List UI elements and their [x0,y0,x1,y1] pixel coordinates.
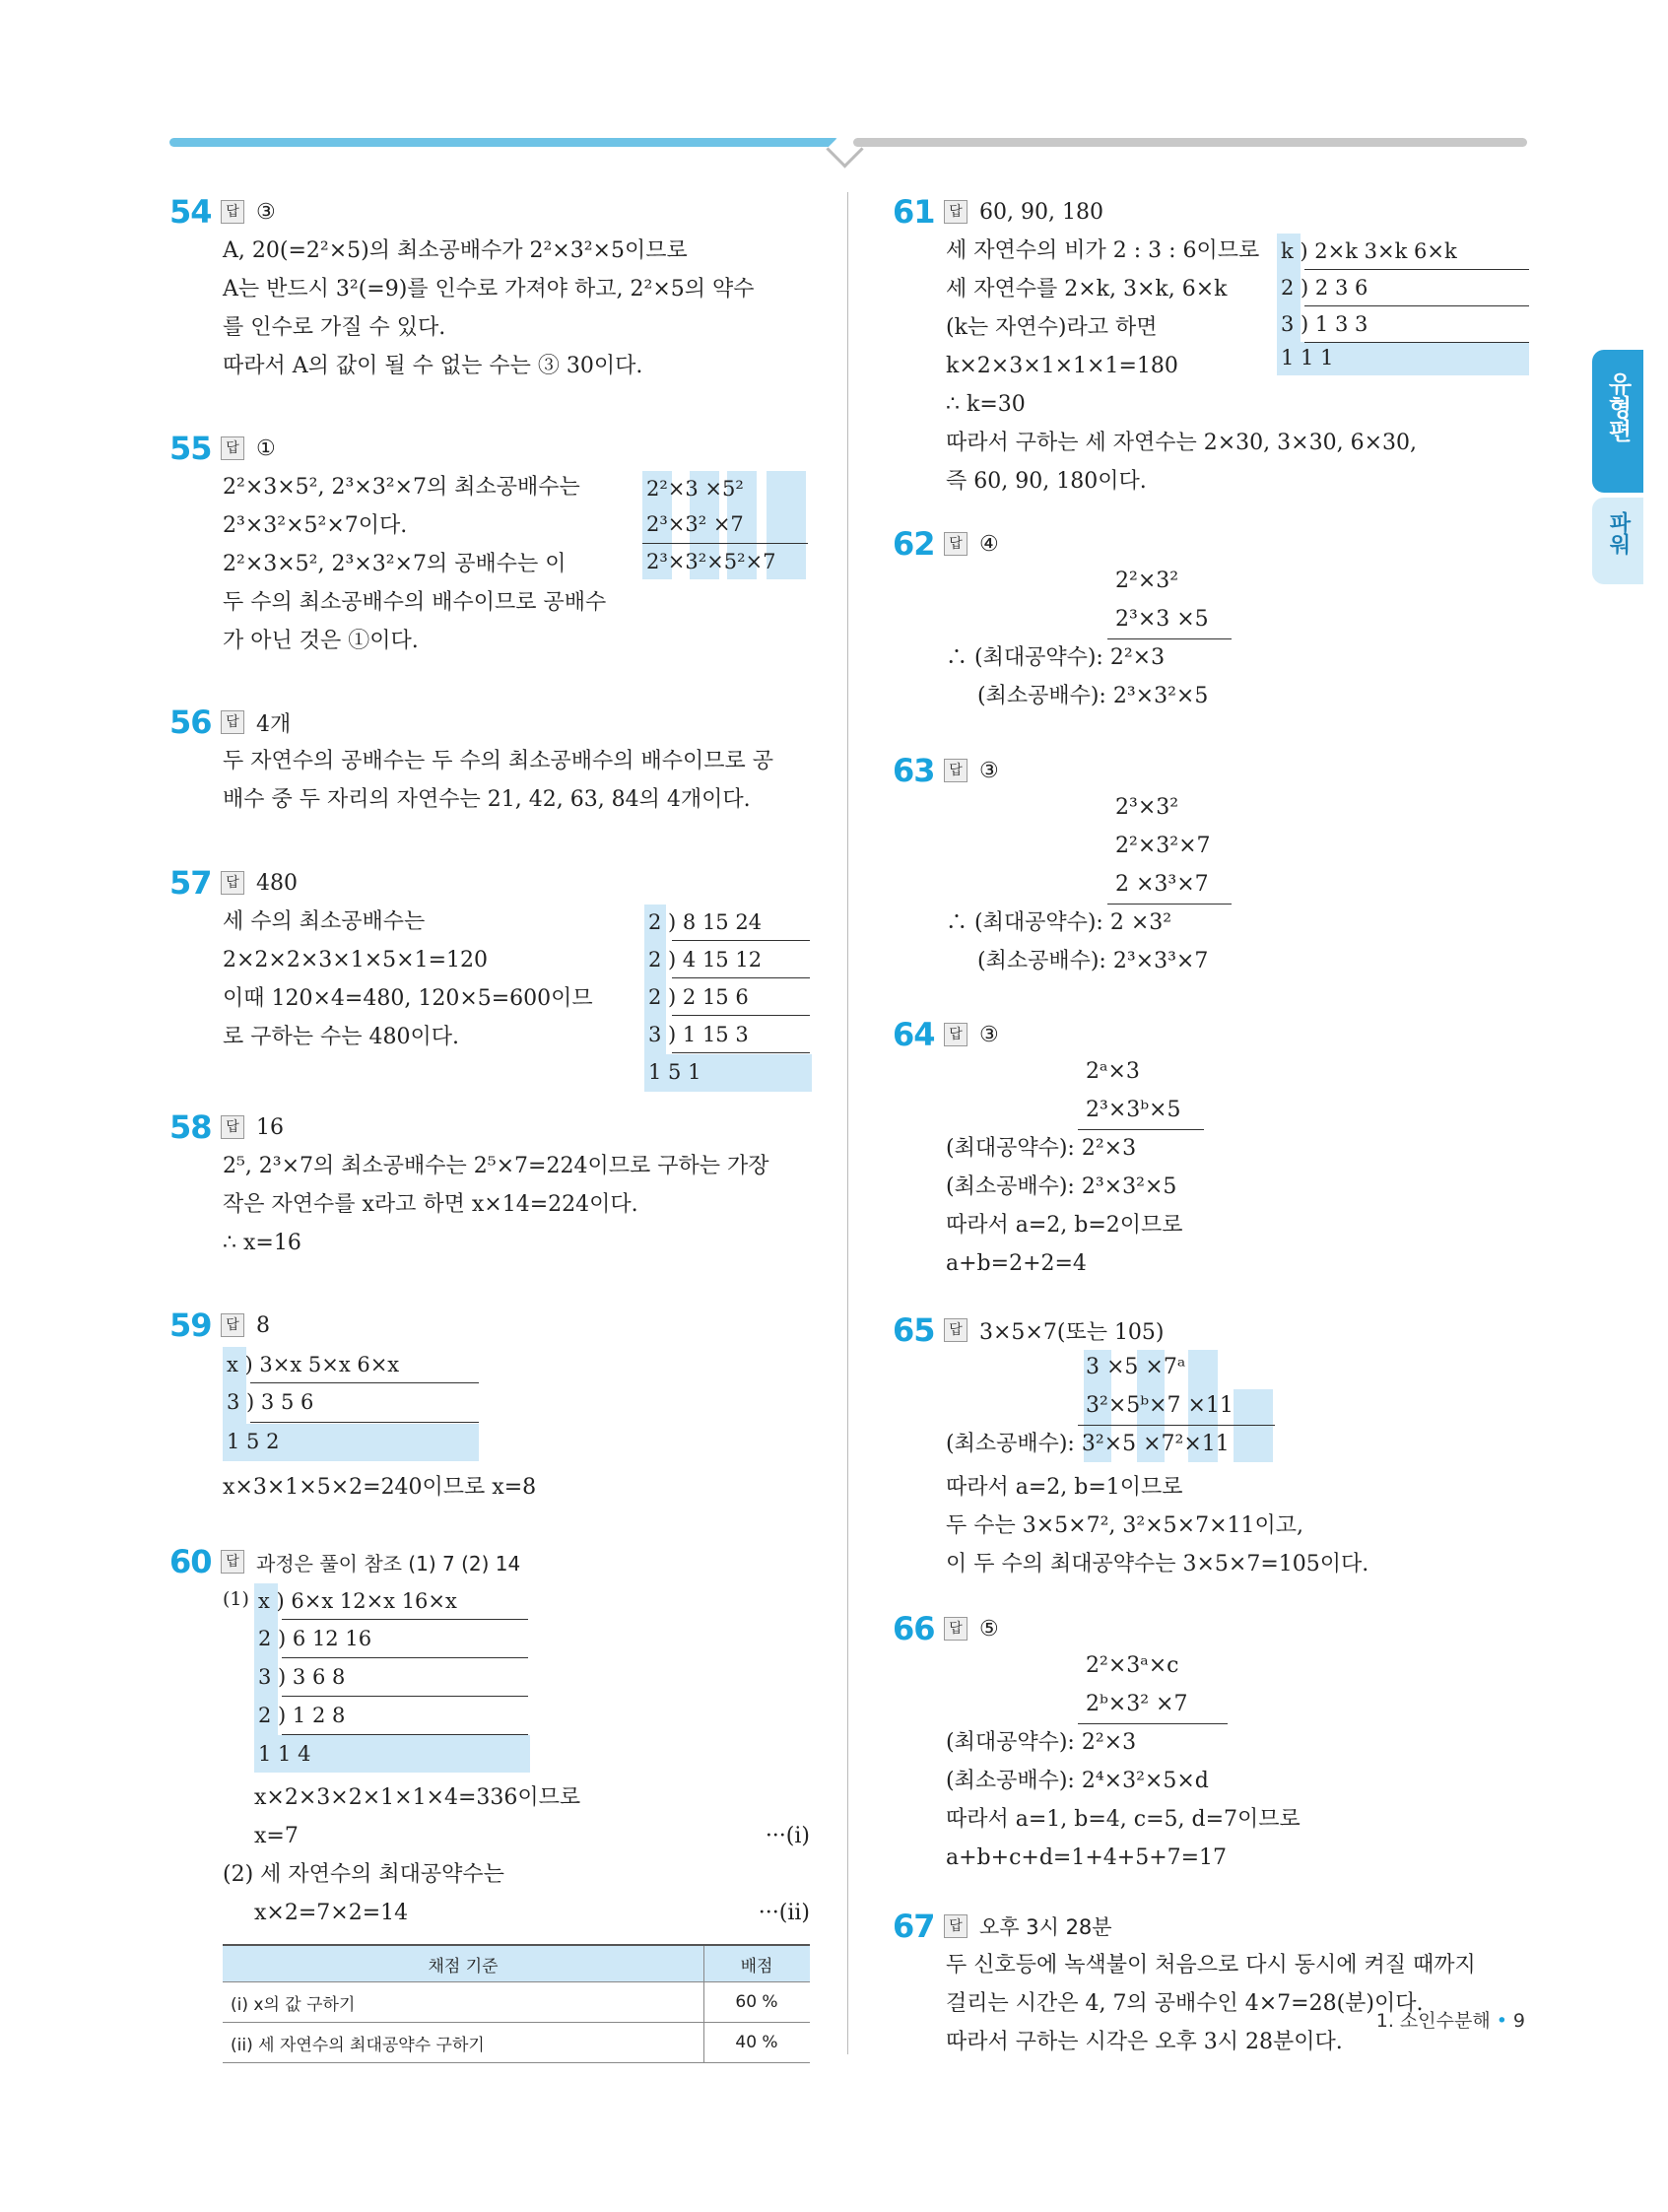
problem-number: 63 [893,752,935,789]
problem-64 [893,1015,1531,1276]
calc-row: 2 ) 2 3 6 [1281,276,1368,300]
answer-label: 답 [944,1318,967,1342]
gcd-row: 2²×3ᵃ×c [1086,1653,1179,1678]
solution-line: ∴ k=30 [946,392,1026,417]
table-cell: (i) x의 값 구하기 [223,1982,704,2023]
solution-line: 를 인수로 가질 수 있다. [223,315,446,340]
solution-line: 가 아닌 것은 ①이다. [223,629,419,653]
gcd-row: 2 ×3³×7 [1115,872,1209,897]
header-notch [826,130,863,168]
answer: 60, 90, 180 [979,199,1103,225]
table-row [223,1982,810,2023]
problem-number: 65 [893,1311,935,1349]
solution-line: 작은 자연수를 x라고 하면 x×14=224이다. [223,1192,638,1217]
gcd-row: 2ᵇ×3² ×7 [1086,1692,1188,1716]
answer: 과정은 풀이 참조 (1) 7 (2) 14 [256,1551,521,1575]
calc-row: 3 ) 3 6 8 [258,1665,346,1689]
calc-row: 3 ) 3 5 6 [227,1390,314,1414]
problem-66 [893,1609,1531,1870]
result-row: (최소공배수): 2³×3³×7 [977,949,1209,973]
solution-line: (k는 자연수)라고 하면 [946,315,1158,340]
problem-number: 60 [169,1543,212,1580]
answer-label: 답 [221,1115,244,1139]
problem-number: 56 [169,704,212,741]
calc-row: 3²×5ᵇ×7 ×11 [1086,1393,1234,1418]
ladder-division-60 [254,1583,530,1773]
solution-line: 세 자연수의 비가 2 : 3 : 6이므로 [946,238,1260,263]
table-cell: 60 % [704,1982,811,2023]
solution-line: 따라서 A의 값이 될 수 없는 수는 ③ 30이다. [223,354,643,378]
problem-56 [169,703,810,812]
answer: 오후 3시 28분 [979,1915,1112,1939]
table-row [223,2023,810,2063]
solution-line: 이때 120×4=480, 120×5=600이므 [223,986,593,1011]
calc-row: 2 ) 1 2 8 [258,1704,346,1727]
calc-row: x ) 3×x 5×x 6×x [227,1353,400,1376]
problem-61 [893,192,1531,494]
chapter-title: 1. 소인수분해 [1375,2010,1491,2032]
answer-label: 답 [944,1617,967,1641]
answer: 8 [256,1312,270,1338]
solution-line: 두 자연수의 공배수는 두 수의 최소공배수의 배수이므로 공 [223,749,774,773]
answer: 3×5×7(또는 105) [979,1319,1165,1345]
table-header: 배점 [704,1945,811,1982]
problem-60 [169,1542,810,2055]
answer: ⑤ [979,1616,999,1642]
answer-label: 답 [221,1313,244,1337]
calc-row: k ) 2×k 3×k 6×k [1281,239,1457,263]
problem-number: 58 [169,1108,212,1146]
answer: ③ [979,758,999,783]
solution-line: 즉 60, 90, 180이다. [946,469,1147,494]
solution-line: (2) 세 자연수의 최대공약수는 [223,1862,504,1887]
table-cell: 40 % [704,2023,811,2063]
calc-row: 2²×3 ×5² [646,477,744,501]
result-row: ∴ (최대공약수): 2²×3 [946,645,1166,670]
problem-63 [893,751,1531,973]
table-header: 채점 기준 [223,1945,704,1982]
calc-row: 2 ) 8 15 24 [648,910,763,934]
calc-row: 3 ) 1 3 3 [1281,312,1368,336]
header-bar-right [853,138,1527,147]
answer-label: 답 [944,1914,967,1938]
result-row: (최대공약수): 2²×3 [946,1730,1137,1755]
answer-label: 답 [221,1550,244,1574]
gcd-row: 2ᵃ×3 [1086,1059,1140,1084]
result-row: (최소공배수): 3²×5 ×7²×11 [946,1432,1230,1456]
side-tab-type[interactable]: 유형편 [1592,350,1643,493]
answer: ④ [979,531,999,557]
problem-number: 61 [893,193,935,231]
gcd-row: 2³×3² [1115,795,1179,820]
calc-row: 2³×3²×5²×7 [646,550,776,573]
solution-line: 따라서 구하는 시각은 오후 3시 28분이다. [946,2030,1343,2054]
answer-label: 답 [221,200,244,224]
solution-line: k×2×3×1×1×1=180 [946,354,1178,378]
answer-label: 답 [221,710,244,734]
solution-line: 따라서 a=2, b=1이므로 [946,1475,1183,1500]
solution-line: 두 수는 3×5×7², 3²×5×7×11이고, [946,1513,1304,1538]
sub-label: (1) [223,1588,249,1610]
calc-row: 2 ) 4 15 12 [648,948,763,972]
step-mark: ···(i) [765,1824,810,1848]
solution-line: 걸리는 시간은 4, 7의 공배수인 4×7=28(분)이다. [946,1991,1424,2016]
step-mark: ···(ii) [758,1901,810,1925]
answer-label: 답 [944,1023,967,1046]
problem-62 [893,524,1531,708]
answer: ③ [979,1022,999,1047]
answer-label: 답 [944,532,967,556]
solution-line: A는 반드시 3²(=9)를 인수로 가져야 하고, 2²×5의 약수 [223,277,755,302]
calc-row: 1 1 1 [1281,346,1334,369]
problem-number: 66 [893,1610,935,1647]
calc-row: 3 ) 1 15 3 [648,1023,749,1046]
solution-line: a+b+c+d=1+4+5+7=17 [946,1845,1228,1870]
ladder-division-57 [644,905,812,1092]
solution-line: 따라서 구하는 세 자연수는 2×30, 3×30, 6×30, [946,431,1417,455]
problem-number: 67 [893,1908,935,1945]
gcd-row: 2²×3² [1115,569,1179,593]
solution-line: A, 20(=2²×5)의 최소공배수가 2²×3²×5이므로 [223,238,688,263]
problem-59 [169,1306,810,1500]
gcd-row: 2³×3ᵇ×5 [1086,1098,1181,1122]
answer: 4개 [256,711,292,737]
result-row: (최소공배수): 2⁴×3²×5×d [946,1769,1209,1793]
solution-line: 2³×3²×5²×7이다. [223,513,408,538]
bullet-icon: • [1496,2010,1507,2032]
result-row: ∴ (최대공약수): 2 ×3² [946,910,1172,935]
side-tab-power[interactable]: 파워 [1592,498,1643,584]
page-footer [1376,2006,1525,2033]
solution-line: 두 수의 최소공배수의 배수이므로 공배수 [223,590,607,615]
problem-number: 54 [169,193,212,231]
solution-line: 2²×3×5², 2³×3²×7의 공배수는 이 [223,552,567,576]
result-row: (최소공배수): 2³×3²×5 [946,1174,1177,1199]
solution-line: 2²×3×5², 2³×3²×7의 최소공배수는 [223,475,580,500]
solution-line: 세 자연수를 2×k, 3×k, 6×k [946,277,1228,302]
lcm-calc-55 [642,471,810,579]
problem-57 [169,863,810,1084]
result-row: (최소공배수): 2³×3²×5 [977,684,1209,708]
problem-number: 55 [169,430,212,467]
table-cell: (ii) 세 자연수의 최대공약수 구하기 [223,2023,704,2063]
solution-line: 두 신호등에 녹색불이 처음으로 다시 동시에 켜질 때까지 [946,1953,1476,1977]
problem-number: 57 [169,864,212,902]
scoring-table [223,1944,810,2063]
problem-number: 64 [893,1016,935,1053]
solution-line: x×2×3×2×1×1×4=336이므로 [254,1785,581,1810]
header-bar-left [169,138,839,147]
solution-line: ∴ x=16 [223,1231,301,1255]
solution-line: 로 구하는 수는 480이다. [223,1025,459,1049]
calc-row: 2³×3² ×7 [646,512,744,536]
answer-label: 답 [944,759,967,782]
solution-line: 따라서 a=1, b=4, c=5, d=7이므로 [946,1807,1301,1832]
calc-row: 1 5 1 [648,1060,701,1084]
problem-number: 62 [893,525,935,563]
calc-row: 2 ) 6 12 16 [258,1627,372,1650]
calc-row: 1 1 4 [258,1742,311,1766]
solution-line: 배수 중 두 자리의 자연수는 21, 42, 63, 84의 4개이다. [223,787,751,812]
solution-line: x×2=7×2=14 [254,1901,409,1925]
solution-line: 2⁵, 2³×7의 최소공배수는 2⁵×7=224이므로 구하는 가장 [223,1154,769,1178]
result-row: (최대공약수): 2²×3 [946,1136,1137,1161]
calc-row: x ) 6×x 12×x 16×x [258,1589,457,1613]
gcd-row: 2³×3 ×5 [1115,607,1209,632]
calc-row: 1 5 2 [227,1430,280,1453]
answer: ① [256,436,276,461]
solution-line: x=7 [254,1824,299,1848]
problem-58 [169,1107,810,1255]
answer-label: 답 [944,200,967,224]
solution-line: x×3×1×5×2=240이므로 x=8 [223,1475,537,1500]
column-divider [847,192,848,2054]
calc-row: 3 ×5 ×7ᵃ [1086,1355,1186,1379]
solution-line: 세 수의 최소공배수는 [223,909,426,934]
problem-65 [893,1310,1531,1576]
problem-54 [169,192,810,378]
answer-label: 답 [221,871,244,895]
problem-55 [169,429,810,653]
problem-number: 59 [169,1307,212,1344]
answer: ③ [256,199,276,225]
answer-label: 답 [221,436,244,460]
calc-row: 2 ) 2 15 6 [648,985,749,1009]
solution-line: 이 두 수의 최대공약수는 3×5×7=105이다. [946,1552,1369,1576]
ladder-division-61 [1277,234,1529,375]
page-number: 9 [1512,2010,1525,2032]
solution-line: 따라서 a=2, b=2이므로 [946,1213,1183,1238]
solution-line: 2×2×2×3×1×5×1=120 [223,948,489,972]
solution-line: a+b=2+2=4 [946,1251,1087,1276]
answer: 16 [256,1114,284,1140]
gcd-row: 2²×3²×7 [1115,834,1211,858]
ladder-division-59 [223,1347,479,1461]
answer: 480 [256,870,298,896]
